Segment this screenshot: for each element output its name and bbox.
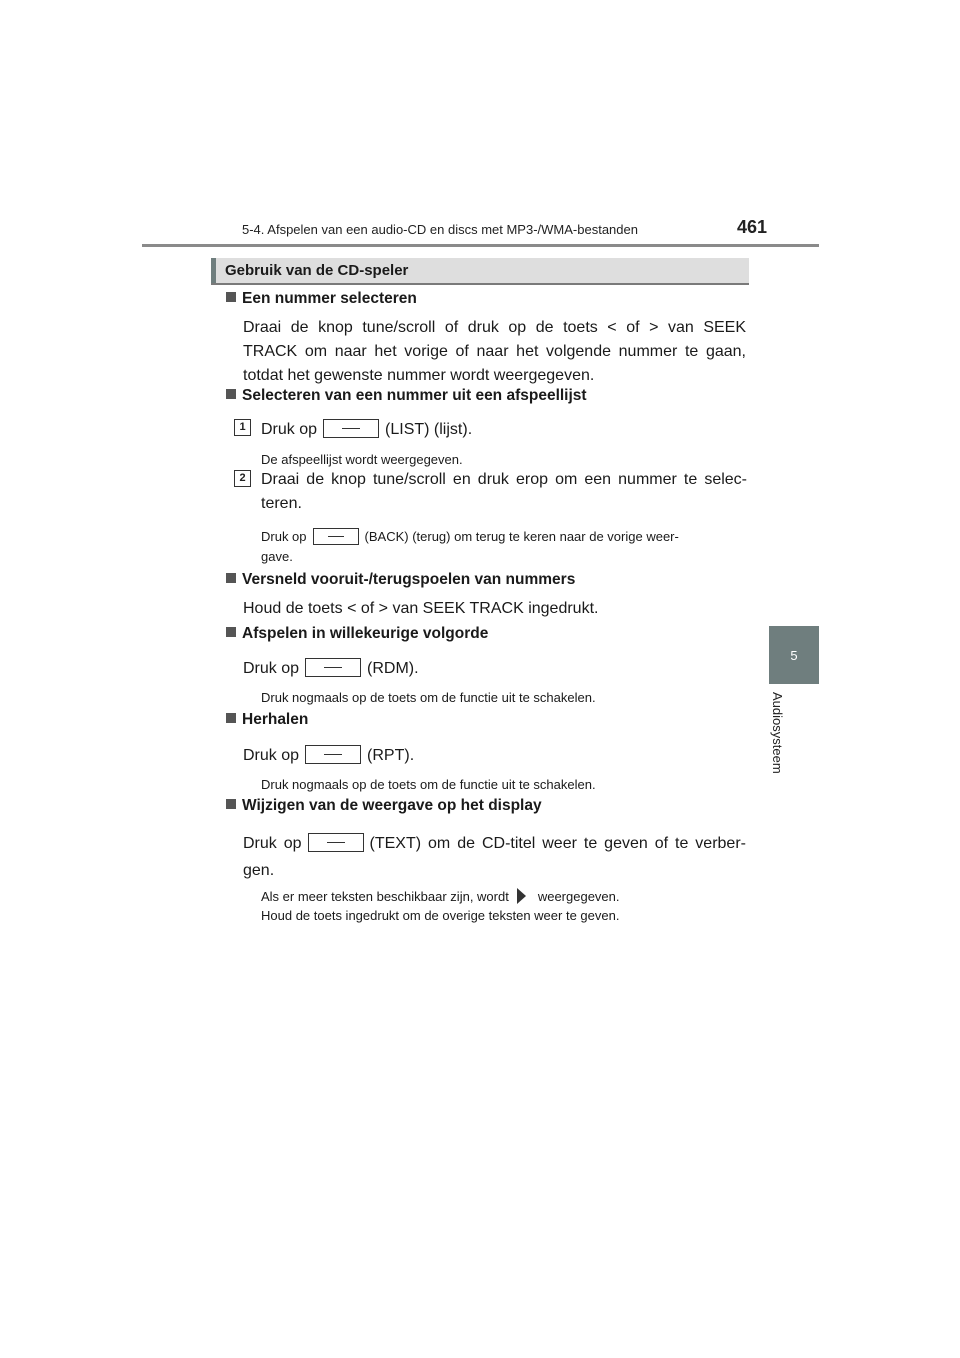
square-bullet-icon — [226, 292, 236, 302]
page-number: 461 — [737, 217, 768, 237]
step2-text: Draai de knop tune/scroll en druk erop om een nummer te selec- teren. — [261, 471, 747, 512]
step2-note: Druk op (BACK) (terug) om terug te keren naar de vorige weer- gave. — [261, 529, 679, 564]
fast-forward-text: Houd de toets < of > van SEEK TRACK ingedrukt. — [243, 600, 599, 617]
square-bullet-icon — [226, 627, 236, 637]
chapter-number: 5 — [790, 647, 798, 663]
square-bullet-icon — [226, 573, 236, 583]
section-title-bar — [211, 258, 749, 285]
section-accent — [211, 258, 216, 283]
rpt-key-icon — [305, 745, 361, 764]
header-rule — [142, 244, 819, 247]
step-number-1: 1 — [234, 419, 251, 436]
chapter-tab — [769, 626, 819, 684]
step-number-2: 2 — [234, 470, 251, 487]
select-track-text: Draai de knop tune/scroll of druk op de toets < of > van SEEK TRACK om naar het vorige of naar het volgende nummer te gaan, totdat het gewenste nummer wordt weergegeven. — [243, 319, 746, 384]
square-bullet-icon — [226, 713, 236, 723]
repeat-text: Druk op (RPT). — [243, 747, 415, 764]
square-bullet-icon — [226, 389, 236, 399]
step1-text: Druk op (LIST) (lijst). — [261, 421, 473, 438]
heading-playlist: Selecteren van een nummer uit een afspeellijst — [226, 387, 587, 405]
more-text-arrow-icon — [517, 888, 526, 904]
heading-display: Wijzigen van de weergave op het display — [226, 797, 542, 815]
display-text: Druk op (TEXT) om de CD-titel weer te geven of te verber- gen. — [243, 835, 746, 879]
heading-random: Afspelen in willekeurige volgorde — [226, 625, 488, 643]
heading-repeat: Herhalen — [226, 711, 308, 729]
chapter-label-text: Audiosysteem — [770, 692, 785, 774]
heading-select-track: Een nummer selecteren — [226, 290, 417, 308]
square-bullet-icon — [226, 799, 236, 809]
step1-note: De afspeellijst wordt weergegeven. — [261, 452, 463, 467]
chapter-label — [770, 692, 803, 792]
running-header: 5-4. Afspelen van een audio-CD en discs met MP3-/WMA-bestanden — [242, 222, 638, 237]
section-title: Gebruik van de CD-speler — [225, 262, 409, 279]
list-key-icon — [323, 419, 379, 438]
heading-fast-forward: Versneld vooruit-/terugspoelen van nummers — [226, 571, 575, 589]
text-key-icon — [308, 833, 364, 852]
repeat-note: Druk nogmaals op de toets om de functie uit te schakelen. — [261, 777, 596, 792]
random-note: Druk nogmaals op de toets om de functie uit te schakelen. — [261, 690, 596, 705]
random-text: Druk op (RDM). — [243, 660, 419, 677]
rdm-key-icon — [305, 658, 361, 677]
display-notes: Als er meer teksten beschikbaar zijn, wordt weergegeven. Houd de toets ingedrukt om de overige teksten weer te geven. — [261, 889, 620, 923]
back-key-icon — [313, 528, 359, 545]
